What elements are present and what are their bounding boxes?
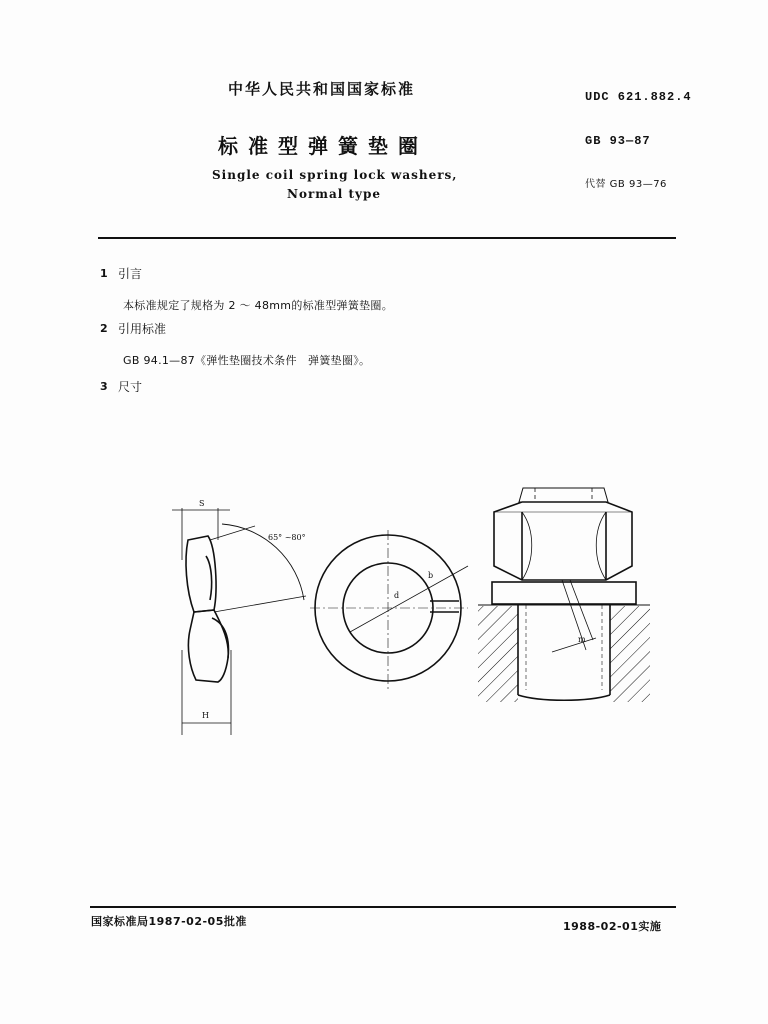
- udc-code: UDC 621.882.4: [585, 90, 692, 104]
- section-2-title: 引用标准: [118, 322, 167, 336]
- section-3-title: 尺寸: [118, 380, 143, 394]
- section-1-number: 1: [100, 267, 108, 280]
- dim-s-label: S: [199, 499, 205, 508]
- washer-side-view: [172, 508, 306, 735]
- dim-b-label: b: [428, 571, 434, 580]
- standard-number: GB 93—87: [585, 134, 651, 148]
- dim-d-label: d: [394, 591, 400, 600]
- section-2-number: 2: [100, 322, 108, 335]
- document-title-cn: 标准型弹簧垫圈: [218, 134, 428, 158]
- dim-h-label: H: [202, 711, 209, 720]
- approval-date: 国家标准局1987-02-05批准: [91, 915, 247, 928]
- bolt-assembly-view: [478, 488, 650, 702]
- document-title-en-line1: Single coil spring lock washers,: [212, 168, 458, 182]
- dim-m-label: m: [578, 635, 586, 644]
- issuing-organization: 中华人民共和国国家标准: [228, 80, 416, 98]
- dim-angle-label: 65° ~80°: [268, 533, 306, 542]
- effective-date: 1988-02-01实施: [563, 920, 662, 933]
- footer-divider: [90, 906, 676, 908]
- replaces-standard: 代替 GB 93—76: [585, 179, 667, 190]
- section-1-text: 本标准规定了规格为 2 ～ 48mm的标准型弹簧垫圈。: [123, 299, 394, 312]
- section-3-number: 3: [100, 380, 108, 393]
- section-2-text: GB 94.1—87《弹性垫圈技术条件 弹簧垫圈》。: [123, 354, 371, 367]
- document-title-en-line2: Normal type: [287, 187, 382, 201]
- section-1-title: 引言: [118, 267, 143, 281]
- washer-plan-view: [310, 530, 468, 690]
